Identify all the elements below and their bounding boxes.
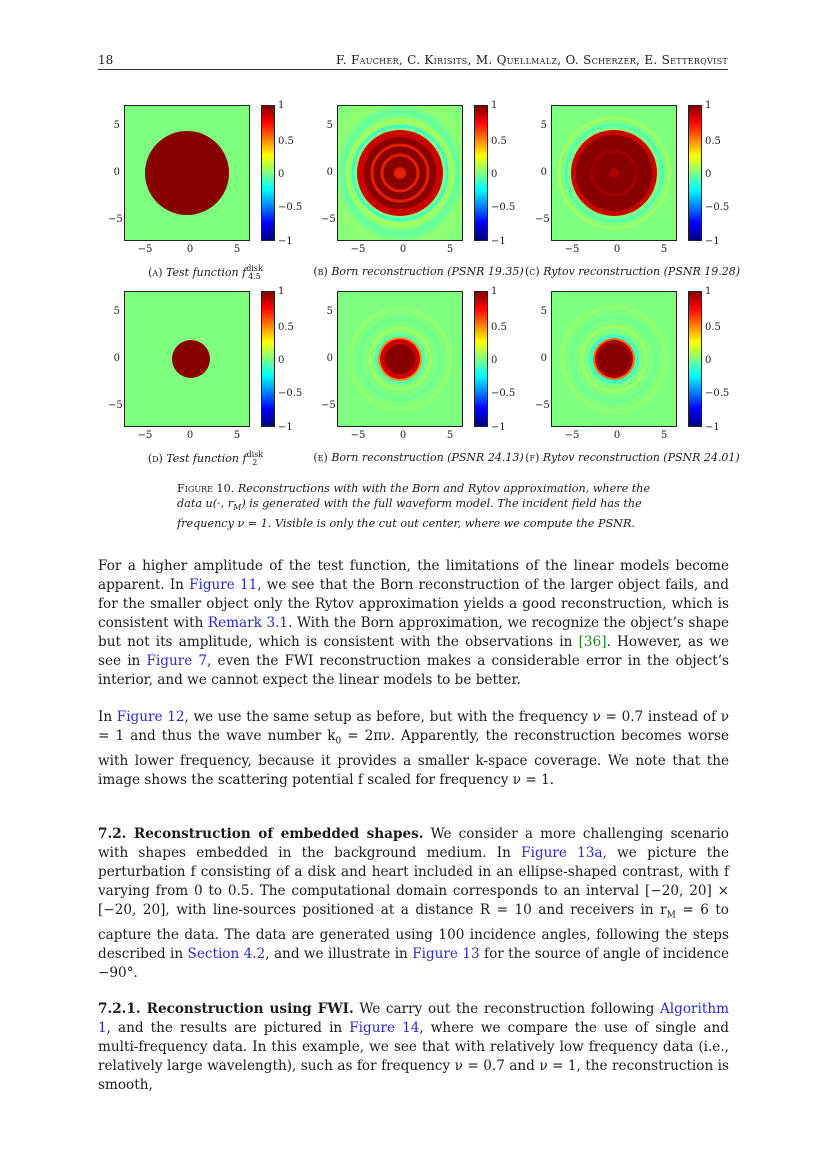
colorbar-tick: −0.5	[278, 388, 303, 399]
x-tick: −5	[137, 430, 153, 441]
x-tick: −5	[350, 430, 366, 441]
colorbar-tick: −1	[491, 236, 506, 247]
section-heading-7-2-1: 7.2.1. Reconstruction using FWI.	[98, 1001, 354, 1017]
subcaption-f: (f) Rytov reconstruction (PSNR 24.01)	[525, 451, 740, 464]
colorbar	[474, 105, 488, 241]
colorbar	[261, 291, 275, 427]
colorbar	[261, 105, 275, 241]
y-tick: −5	[108, 400, 123, 411]
subcaption-e: (e) Born reconstruction (PSNR 24.13)	[313, 451, 524, 464]
y-tick: 0	[113, 353, 120, 364]
x-tick: 5	[660, 430, 668, 441]
x-tick: 5	[446, 244, 454, 255]
link-figure-12[interactable]: Figure 12	[116, 709, 185, 725]
page-number: 18	[98, 53, 114, 67]
colorbar	[688, 105, 702, 241]
colorbar	[474, 291, 488, 427]
subcaption-b: (b) Born reconstruction (PSNR 19.35)	[313, 265, 524, 278]
colorbar	[688, 291, 702, 427]
paragraph-4: 7.2.1. Reconstruction using FWI. We carry out the reconstruction following Algorithm 1, and the results are pictured in Figure 14, where we compare the use of single and multi-frequency data. In this example, we see that with relatively low frequency data (i.e., relatively large wavelength), such as for frequency ν = 0.7 and ν = 1, the reconstruction is smooth,	[98, 1001, 729, 1093]
colorbar-tick: 0.5	[491, 322, 507, 333]
y-tick: −5	[321, 214, 336, 225]
link-figure-13a[interactable]: Figure 13a	[521, 845, 603, 861]
x-tick: 5	[233, 430, 241, 441]
panel-e	[311, 286, 526, 466]
colorbar-tick: −1	[705, 236, 720, 247]
x-tick: −5	[137, 244, 153, 255]
panel-c-image	[551, 105, 677, 241]
subcaption-a: (a) Test function f disk 4.5	[148, 264, 263, 281]
y-tick: 5	[113, 306, 120, 317]
colorbar-tick: 1	[705, 100, 712, 111]
paragraph-1: For a higher amplitude of the test function, the limitations of the linear models become apparent. In Figure 11, we see that the Born reconstruction of the larger object fails, and for the smaller object only the Rytov approximation yields a good reconstruction, which is consistent with Remark 3.1. With the Born approximation, we recognize the object’s shape but not its amplitude, which is consistent with the observations in [36]. However, as we see in Figure 7, even the FWI reconstruction makes a considerable error in the object’s interior, and we cannot expect the linear models to be better.	[98, 558, 730, 688]
y-tick: 0	[540, 353, 547, 364]
colorbar-tick: −0.5	[491, 388, 516, 399]
colorbar-tick: −0.5	[278, 202, 303, 213]
subcaption-d: (d) Test function f disk 2	[147, 450, 264, 467]
y-tick: −5	[108, 214, 123, 225]
x-tick: 5	[233, 244, 241, 255]
panel-b-image	[337, 105, 463, 241]
y-tick: 5	[540, 120, 547, 131]
x-tick: −5	[350, 244, 366, 255]
running-authors: F. Faucher, C. Kirisits, M. Quellmalz, O. Scherzer, E. Setterqvist	[336, 53, 728, 67]
y-tick: 0	[326, 167, 333, 178]
y-tick: 5	[113, 120, 120, 131]
colorbar-tick: −0.5	[705, 202, 730, 213]
panel-e-image	[337, 291, 463, 427]
figure-caption: Figure 10. Reconstructions with with the Born and Rytov approximation, where the data u(·, $r_M$) is generated with the full waveform model. The incident field has the frequency ν = 1. Visible is only the cut out center, where we compute the PSNR.	[177, 482, 651, 530]
x-tick: 0	[613, 244, 621, 255]
x-tick: −5	[564, 244, 580, 255]
link-section-4-2[interactable]: Section 4.2	[187, 945, 266, 962]
link-citation-36[interactable]: [36]	[578, 634, 607, 650]
panel-b	[311, 100, 526, 280]
x-tick: 0	[399, 430, 407, 441]
panel-f	[525, 286, 740, 466]
section-heading-7-2: 7.2. Reconstruction of embedded shapes.	[98, 826, 424, 842]
panel-c	[525, 100, 741, 280]
colorbar-tick: 0.5	[278, 136, 294, 147]
colorbar-tick: 0	[491, 355, 498, 366]
x-tick: −5	[564, 430, 580, 441]
colorbar-tick: 1	[705, 286, 712, 297]
x-tick: 0	[613, 430, 621, 441]
colorbar-tick: 0	[705, 355, 712, 366]
y-tick: 0	[326, 353, 333, 364]
colorbar-tick: 0.5	[278, 322, 294, 333]
y-tick: 0	[540, 167, 547, 178]
y-tick: 5	[326, 306, 333, 317]
caption-label: Figure 10.	[177, 482, 235, 495]
colorbar-tick: 1	[491, 286, 498, 297]
colorbar-tick: 0	[278, 355, 285, 366]
colorbar-tick: 0	[705, 169, 712, 180]
colorbar-tick: 0.5	[491, 136, 507, 147]
colorbar-tick: −1	[491, 422, 506, 433]
y-tick: 0	[113, 167, 120, 178]
y-tick: −5	[535, 400, 550, 411]
colorbar-tick: −1	[278, 422, 293, 433]
link-remark-3-1[interactable]: Remark 3.1	[207, 615, 289, 631]
link-figure-14[interactable]: Figure 14	[349, 1020, 420, 1036]
colorbar-tick: 0	[278, 169, 285, 180]
x-tick: 5	[660, 244, 668, 255]
colorbar-tick: 0.5	[705, 136, 721, 147]
colorbar-tick: −0.5	[705, 388, 730, 399]
colorbar-tick: −0.5	[491, 202, 516, 213]
colorbar-tick: 0	[491, 169, 498, 180]
link-figure-13[interactable]: Figure 13	[412, 945, 480, 962]
colorbar-tick: 1	[278, 286, 285, 297]
y-tick: −5	[535, 214, 550, 225]
panel-f-image	[551, 291, 677, 427]
panel-d-image	[124, 291, 250, 427]
subcaption-c: (c) Rytov reconstruction (PSNR 19.28)	[525, 265, 741, 278]
y-tick: 5	[540, 306, 547, 317]
colorbar-tick: 1	[278, 100, 285, 111]
paragraph-3: 7.2. Reconstruction of embedded shapes. We consider a more challenging scenario with shapes embedded in the background medium. In Figure 13a, we picture the perturbation f consisting of a disk and heart included in an ellipse-shaped contrast, with f varying from 0 to 0.5. The computational domain corresponds to an interval [−20, 20] × [−20, 20], with line-sources positioned at a distance R = 10 and receivers in $r_M = 6$ to capture the data. The data are generated using 100 incidence angles, following the steps described in Section 4.2, and we illustrate in Figure 13 for the source of angle of incidence −90°.	[98, 826, 730, 981]
link-algorithm-1[interactable]: Algorithm 1	[98, 1001, 729, 1036]
link-figure-7[interactable]: Figure 7	[146, 653, 208, 669]
colorbar-tick: 1	[491, 100, 498, 111]
panel-a	[98, 100, 313, 281]
x-tick: 0	[399, 244, 407, 255]
paragraph-2: In Figure 12, we use the same setup as before, but with the frequency ν = 0.7 instead of ν = 1 and thus the wave number $k_0 = 2\pi\nu$. Apparently, the reconstruction becomes worse with lower frequency, because it provides a smaller k-space coverage. We note that the image shows the scattering potential f scaled for frequency ν = 1.	[98, 709, 730, 788]
colorbar-tick: −1	[705, 422, 720, 433]
x-tick: 5	[446, 430, 454, 441]
panel-d	[98, 286, 313, 467]
colorbar-tick: 0.5	[705, 322, 721, 333]
y-tick: 5	[326, 120, 333, 131]
link-figure-11[interactable]: Figure 11	[189, 577, 258, 593]
panel-a-image	[124, 105, 250, 241]
running-header	[98, 53, 728, 70]
colorbar-tick: −1	[278, 236, 293, 247]
x-tick: 0	[186, 430, 194, 441]
x-tick: 0	[186, 244, 194, 255]
y-tick: −5	[321, 400, 336, 411]
